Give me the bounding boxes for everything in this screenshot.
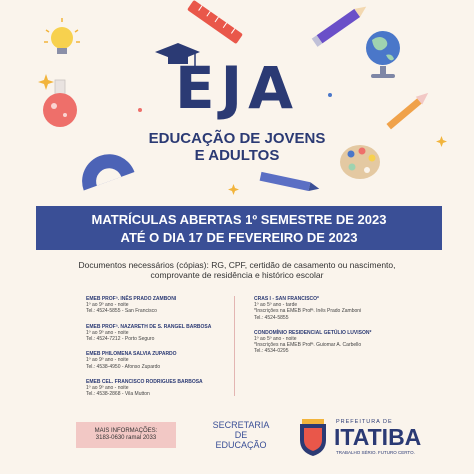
school-detail: Tel.: 4524-5855 - San Francisco [86, 308, 157, 315]
school-name: EMEB CEL. FRANCISCO RODRIGUES BARBOSA [86, 378, 203, 385]
column-divider [234, 296, 235, 396]
banner-line-2: ATÉ O DIA 17 DE FEVEREIRO DE 2023 [120, 230, 358, 245]
banner-line-1: MATRÍCULAS ABERTAS 1º SEMESTRE DE 2023 [91, 212, 387, 227]
subtitle [0, 130, 474, 164]
docs-line-1: Documentos necessários (cópias): RG, CPF, certidão de casamento ou nascimento, [78, 260, 396, 270]
city-name: ITATIBA [334, 424, 422, 450]
docs-line-2: comprovante de residência e histórico escolar [150, 270, 324, 280]
enrollment-banner [36, 206, 442, 250]
itatiba-logo [296, 418, 436, 458]
school-detail: Tel.: 4538-2868 - Vila Mutton [86, 391, 150, 398]
school-detail: 1º ao 9º ano - noite [86, 357, 129, 364]
school-item [86, 296, 232, 315]
more-info-phone: 3183-0630 ramal 2033 [95, 435, 157, 441]
more-info-label: MAIS INFORMAÇÕES: [94, 428, 158, 434]
subtitle-line-1: EDUCAÇÃO DE JOVENS [148, 130, 326, 147]
secretaria-educacao [206, 420, 276, 450]
city-slogan: TRABALHO SÉRIO. FUTURO CERTO. [336, 450, 415, 455]
secretaria-line-2: EDUCAÇÃO [215, 440, 267, 450]
lightbulb-icon [44, 18, 80, 54]
left-school-list [86, 296, 232, 406]
subtitle-line-2: E ADULTOS [194, 147, 280, 164]
school-item [254, 330, 414, 355]
school-detail: *Inscrições na EMEB Profª. Guiomar A. Carbello [254, 342, 362, 349]
prefeitura-label: PREFEITURA DE [336, 419, 393, 425]
school-detail: Tel.: 4524-7212 - Porto Seguro [86, 336, 155, 343]
required-documents [70, 260, 404, 280]
school-name: CONDOMÍNIO RESIDENCIAL GETÚLIO LUVISON* [254, 329, 372, 336]
school-name: EMEB PROFª. INÊS PRADO ZAMBONI [86, 296, 177, 302]
school-detail: Tel.: 4534-0295 [254, 348, 289, 355]
school-detail: 1º ao 9º ano - noite [86, 385, 129, 392]
school-detail: 1º ao 9º ano - noite [86, 329, 129, 336]
school-detail: 1º ao 9º ano - noite [86, 302, 129, 309]
school-detail: *Inscrições na EMEB Profª. Inês Prado Zamboni [254, 308, 362, 315]
eja-title: EJA [174, 54, 300, 122]
secretaria-line-1: SECRETARIA DE [212, 420, 270, 440]
coat-of-arms-icon [296, 418, 330, 458]
pencil-icon [312, 3, 369, 47]
school-name: EMEB PROFª. NAZARETH DE S. RANGEL BARBOSA [86, 323, 212, 330]
school-detail: Tel.: 4538-4950 - Afonso Zupardo [86, 363, 161, 370]
right-school-list [254, 296, 414, 364]
crayon-icon [260, 172, 321, 193]
school-name: CRAS I - SAN FRANCISCO* [254, 296, 320, 302]
school-item [86, 324, 232, 343]
ruler-icon [187, 0, 243, 44]
more-info-box [76, 422, 176, 448]
school-detail: Tel.: 4524-5855 [254, 314, 289, 321]
school-detail: 1º ao 5º ano - tarde [254, 302, 298, 309]
school-item [86, 379, 232, 398]
school-detail: 1º ao 5º ano - noite [254, 336, 297, 343]
school-name: EMEB PHILOMENA SALVIA ZUPARDO [86, 351, 177, 358]
school-item [254, 296, 414, 321]
school-item [86, 351, 232, 370]
